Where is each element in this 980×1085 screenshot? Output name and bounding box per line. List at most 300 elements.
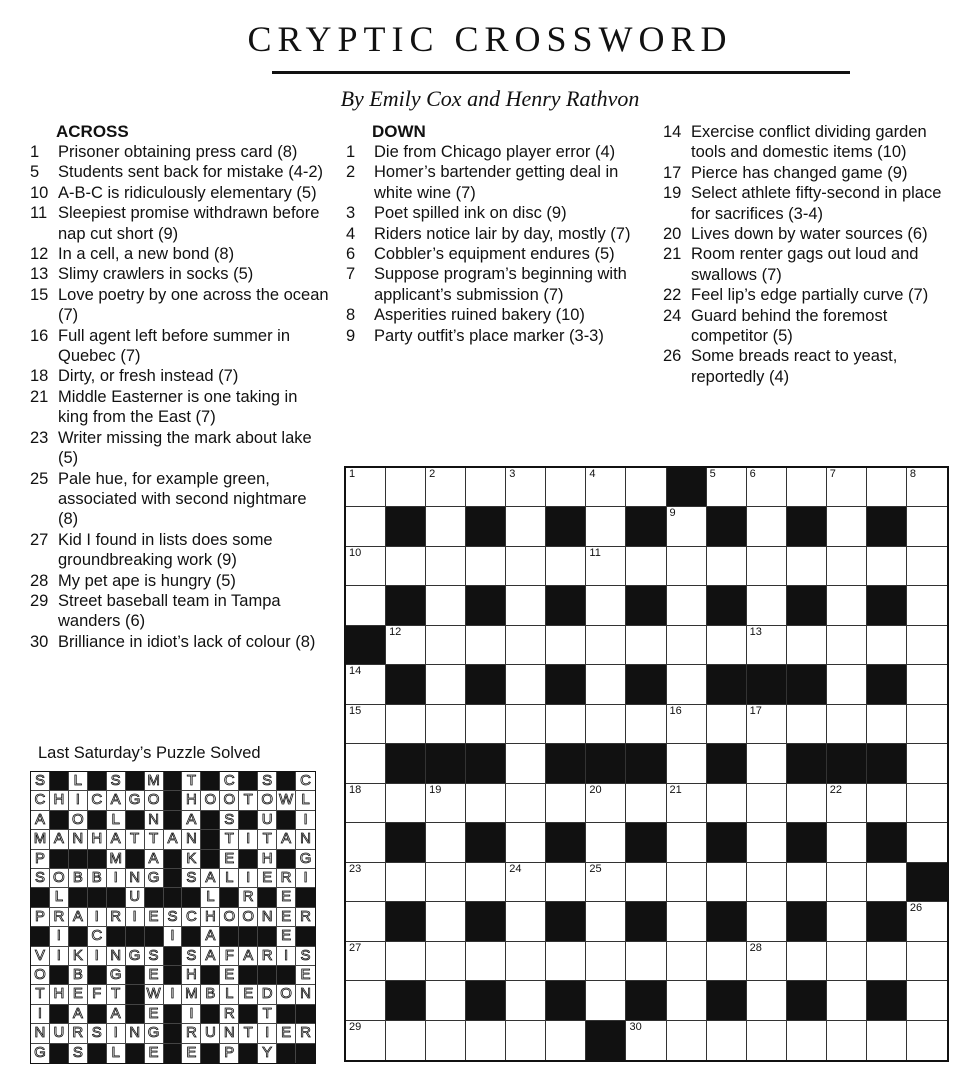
grid-cell[interactable] [747,586,787,625]
grid-cell[interactable] [907,586,947,625]
grid-cell[interactable] [506,665,546,704]
solution-letter: P [31,908,50,927]
solution-block [145,888,164,907]
solution-letter: N [126,869,145,888]
grid-cell[interactable] [907,665,947,704]
clue-text: Die from Chicago player error (4) [374,143,616,161]
grid-cell[interactable] [546,1021,586,1060]
grid-cell[interactable] [787,468,827,507]
cell-number: 19 [429,783,442,796]
grid-cell[interactable] [586,981,626,1020]
solution-block [258,966,277,985]
solution-letter: B [201,985,220,1004]
solution-block [296,927,315,946]
grid-cell[interactable] [586,784,626,823]
last-puzzle-label: Last Saturday’s Puzzle Solved [38,744,261,762]
solution-block [239,966,258,985]
grid-cell[interactable] [787,863,827,902]
clue-text: A-B-C is ridiculously elementary (5) [58,183,317,202]
clue-number: 2 [346,163,356,182]
solution-letter: L [201,888,220,907]
grid-cell[interactable] [506,902,546,941]
grid-cell[interactable] [426,586,466,625]
grid-cell[interactable] [426,1021,466,1060]
grid-cell[interactable] [707,626,747,665]
clue-number: 25 [30,469,49,488]
down-clue [346,162,646,203]
grid-block [386,665,426,704]
down-clue [346,224,646,244]
grid-cell[interactable] [426,665,466,704]
grid-cell[interactable] [586,823,626,862]
grid-cell[interactable] [907,942,947,981]
grid-cell[interactable] [827,863,867,902]
grid-cell[interactable] [346,1021,386,1060]
solution-letter: M [107,850,126,869]
grid-cell[interactable] [386,863,426,902]
solution-letter: A [239,947,258,966]
cell-number: 26 [909,902,923,915]
solution-letter: K [69,947,88,966]
grid-cell[interactable] [426,823,466,862]
grid-cell[interactable] [506,468,546,507]
solution-block [50,772,69,791]
grid-cell[interactable] [546,863,586,902]
grid-cell[interactable] [867,705,907,744]
grid-cell[interactable] [907,468,947,507]
grid-cell[interactable] [827,705,867,744]
grid-cell[interactable] [827,626,867,665]
solution-letter: A [69,908,88,927]
grid-cell[interactable] [747,942,787,981]
grid-cell[interactable] [747,507,787,546]
grid-cell[interactable] [867,1021,907,1060]
solution-letter: U [50,1024,69,1043]
grid-cell[interactable] [386,705,426,744]
solution-block [277,1044,296,1063]
solution-block [182,927,201,946]
grid-cell[interactable] [707,784,747,823]
grid-cell[interactable] [827,547,867,586]
solution-block [31,888,50,907]
grid-cell[interactable] [827,784,867,823]
solution-letter: O [50,869,69,888]
grid-cell[interactable] [546,705,586,744]
solution-letter: F [220,947,239,966]
grid-cell[interactable] [667,863,707,902]
grid-cell[interactable] [667,981,707,1020]
grid-cell[interactable] [506,744,546,783]
solution-block [31,927,50,946]
grid-cell[interactable] [426,547,466,586]
solution-letter: R [239,888,258,907]
down2-clue [663,224,963,244]
across-clue [30,469,330,530]
grid-cell[interactable] [827,507,867,546]
grid-cell[interactable] [907,784,947,823]
grid-cell[interactable] [867,468,907,507]
solution-letter: S [182,947,201,966]
grid-cell[interactable] [667,942,707,981]
grid-cell[interactable] [426,902,466,941]
solution-block [277,850,296,869]
grid-cell[interactable] [747,902,787,941]
grid-cell[interactable] [787,626,827,665]
grid-cell[interactable] [506,863,546,902]
clue-text: Party outfit’s place marker (3-3) [374,326,604,345]
grid-cell[interactable] [426,468,466,507]
grid-cell[interactable] [867,942,907,981]
grid-cell[interactable] [506,586,546,625]
solution-letter: T [145,830,164,849]
solution-letter: R [50,908,69,927]
grid-cell[interactable] [506,981,546,1020]
cell-number: 17 [749,704,762,717]
grid-cell[interactable] [907,705,947,744]
solution-letter: I [69,791,88,810]
grid-cell[interactable] [626,547,666,586]
cell-number: 3 [509,468,516,480]
solution-letter: C [88,927,107,946]
grid-cell[interactable] [546,547,586,586]
grid-block [386,981,426,1020]
grid-cell[interactable] [346,981,386,1020]
solution-letter: S [31,772,50,791]
grid-cell[interactable] [386,1021,426,1060]
solution-letter: I [164,985,183,1004]
grid-cell[interactable] [386,784,426,823]
across-clue [30,530,330,571]
grid-cell[interactable] [346,902,386,941]
grid-cell[interactable] [667,784,707,823]
grid-cell[interactable] [667,626,707,665]
grid-cell[interactable] [626,705,666,744]
grid-cell[interactable] [506,705,546,744]
grid-cell[interactable] [747,547,787,586]
grid-cell[interactable] [867,626,907,665]
across-clue [30,244,330,264]
solution-letter: S [31,869,50,888]
cell-number: 1 [349,468,356,480]
solution-block [164,850,183,869]
grid-cell[interactable] [626,784,666,823]
solution-block [201,850,220,869]
solution-letter: T [239,791,258,810]
grid-cell[interactable] [827,1021,867,1060]
solution-block [201,1005,220,1024]
grid-cell[interactable] [747,744,787,783]
grid-cell[interactable] [667,586,707,625]
grid-cell[interactable] [787,705,827,744]
grid-cell[interactable] [506,942,546,981]
solution-letter: A [164,830,183,849]
solution-letter: B [88,869,107,888]
grid-cell[interactable] [586,705,626,744]
grid-cell[interactable] [426,942,466,981]
solution-letter: U [258,811,277,830]
solution-block [239,850,258,869]
solution-letter: S [164,908,183,927]
clue-text: Full agent left before summer in Quebec (7) [58,326,291,366]
solution-block [164,966,183,985]
grid-cell[interactable] [667,1021,707,1060]
grid-cell[interactable] [386,626,426,665]
clue-text: My pet ape is hungry (5) [58,571,236,590]
clue-text: Middle Easterner is one taking in king from the East (7) [58,387,298,427]
clue-number: 3 [346,204,356,223]
solution-letter: A [201,947,220,966]
grid-cell[interactable] [787,1021,827,1060]
solution-letter: E [220,966,239,985]
solution-block [126,1005,145,1024]
grid-cell[interactable] [827,823,867,862]
clue-number: 17 [663,163,682,182]
solution-letter: L [107,1044,126,1063]
grid-cell[interactable] [586,863,626,902]
grid-cell[interactable] [586,942,626,981]
grid-cell[interactable] [466,942,506,981]
grid-cell[interactable] [907,902,947,941]
grid-cell[interactable] [546,468,586,507]
solution-letter: G [107,966,126,985]
solution-letter: B [69,869,88,888]
grid-block [867,665,907,704]
solution-block [88,772,107,791]
solution-block [277,966,296,985]
down-clues [346,122,646,346]
solution-block [296,1005,315,1024]
grid-cell[interactable] [626,1021,666,1060]
down-clue [346,326,646,346]
solution-letter: R [277,869,296,888]
grid-cell[interactable] [707,547,747,586]
solution-letter: I [182,1005,201,1024]
grid-block [546,823,586,862]
grid-cell[interactable] [586,547,626,586]
solution-letter: S [145,947,164,966]
solution-block [88,888,107,907]
solution-letter: T [220,830,239,849]
grid-cell[interactable] [747,468,787,507]
grid-cell[interactable] [787,942,827,981]
solution-letter: E [145,908,164,927]
grid-cell[interactable] [466,547,506,586]
solution-letter: A [50,830,69,849]
grid-cell[interactable] [747,626,787,665]
down2-clue [663,122,963,163]
solution-letter: E [220,850,239,869]
grid-cell[interactable] [586,626,626,665]
grid-cell[interactable] [546,942,586,981]
solution-block [50,1005,69,1024]
grid-cell[interactable] [506,626,546,665]
solution-block [201,1044,220,1063]
grid-cell[interactable] [546,784,586,823]
solution-letter: R [258,947,277,966]
solution-block [239,772,258,791]
cell-number: 8 [909,468,917,480]
grid-cell[interactable] [867,784,907,823]
grid-cell[interactable] [386,547,426,586]
grid-cell[interactable] [667,705,707,744]
grid-cell[interactable] [626,468,666,507]
grid-cell[interactable] [827,902,867,941]
grid-cell[interactable] [426,784,466,823]
solution-block [69,927,88,946]
solution-letter: R [182,1024,201,1043]
grid-cell[interactable] [346,547,386,586]
cell-number: 16 [669,704,682,717]
grid-cell[interactable] [386,942,426,981]
grid-cell[interactable] [867,547,907,586]
clue-text: Kid I found in lists does some groundbreaking work (9) [58,530,273,570]
solution-letter: T [258,830,277,849]
grid-cell[interactable] [707,863,747,902]
grid-cell[interactable] [787,784,827,823]
grid-block [386,902,426,941]
grid-block [667,468,707,507]
down-clue [346,203,646,223]
cell-number: 12 [389,625,402,638]
grid-cell[interactable] [827,942,867,981]
grid-cell[interactable] [626,942,666,981]
grid-cell[interactable] [626,626,666,665]
clue-number: 21 [663,245,682,264]
grid-cell[interactable] [827,665,867,704]
grid-cell[interactable] [626,863,666,902]
grid-cell[interactable] [506,507,546,546]
grid-cell[interactable] [667,902,707,941]
cell-number: 9 [669,507,676,520]
grid-cell[interactable] [346,744,386,783]
solution-letter: V [31,947,50,966]
grid-cell[interactable] [747,981,787,1020]
solution-letter: A [145,850,164,869]
solution-letter: A [201,927,220,946]
grid-cell[interactable] [667,547,707,586]
grid-cell[interactable] [907,981,947,1020]
grid-cell[interactable] [707,942,747,981]
grid-cell[interactable] [787,547,827,586]
grid-cell[interactable] [907,823,947,862]
cell-number: 14 [349,665,362,678]
grid-cell[interactable] [346,705,386,744]
grid-cell[interactable] [747,863,787,902]
grid-cell[interactable] [506,784,546,823]
grid-cell[interactable] [386,468,426,507]
grid-cell[interactable] [707,468,747,507]
cell-number: 4 [589,468,596,480]
grid-cell[interactable] [346,784,386,823]
grid-cell[interactable] [426,626,466,665]
clue-text: Slimy crawlers in socks (5) [58,265,254,284]
solution-block [88,966,107,985]
grid-cell[interactable] [747,705,787,744]
across-clue [30,264,330,284]
grid-cell[interactable] [426,863,466,902]
solution-letter: E [182,1044,201,1063]
grid-cell[interactable] [707,705,747,744]
solution-letter: A [107,830,126,849]
grid-cell[interactable] [346,823,386,862]
cell-number: 20 [589,783,602,796]
grid-cell[interactable] [907,507,947,546]
grid-cell[interactable] [586,902,626,941]
clue-number: 9 [346,326,356,345]
clue-text: Writer missing the mark about lake (5) [58,428,312,468]
grid-cell[interactable] [506,1021,546,1060]
solution-block [164,888,183,907]
grid-cell[interactable] [667,507,707,546]
solution-letter: O [239,908,258,927]
clue-number: 26 [663,347,682,366]
grid-cell[interactable] [907,1021,947,1060]
grid-cell[interactable] [907,547,947,586]
grid-cell[interactable] [346,586,386,625]
grid-cell[interactable] [586,507,626,546]
grid-block [787,507,827,546]
grid-cell[interactable] [907,626,947,665]
grid-cell[interactable] [546,626,586,665]
grid-cell[interactable] [466,863,506,902]
grid-cell[interactable] [827,468,867,507]
grid-cell[interactable] [506,547,546,586]
grid-cell[interactable] [667,665,707,704]
clue-number: 12 [30,245,49,264]
grid-cell[interactable] [747,1021,787,1060]
grid-cell[interactable] [827,586,867,625]
down-clue [346,264,646,305]
grid-cell[interactable] [426,705,466,744]
grid-cell[interactable] [907,744,947,783]
solution-letter: I [258,1024,277,1043]
grid-cell[interactable] [747,784,787,823]
grid-cell[interactable] [506,823,546,862]
solution-letter: A [277,830,296,849]
across-clue [30,326,330,367]
solution-letter: O [258,791,277,810]
solution-block [164,947,183,966]
grid-cell[interactable] [346,468,386,507]
grid-cell[interactable] [466,784,506,823]
grid-cell[interactable] [586,586,626,625]
grid-cell[interactable] [346,863,386,902]
grid-cell[interactable] [426,507,466,546]
grid-cell[interactable] [346,665,386,704]
grid-cell[interactable] [707,1021,747,1060]
grid-cell[interactable] [466,705,506,744]
solution-block [239,811,258,830]
grid-cell[interactable] [586,468,626,507]
solution-letter: M [145,772,164,791]
grid-cell[interactable] [346,942,386,981]
solution-letter: G [126,791,145,810]
grid-cell[interactable] [466,626,506,665]
grid-cell[interactable] [667,823,707,862]
grid-cell[interactable] [867,863,907,902]
grid-cell[interactable] [747,823,787,862]
grid-block [466,665,506,704]
solution-letter: E [239,985,258,1004]
grid-cell[interactable] [466,1021,506,1060]
grid-cell[interactable] [667,744,707,783]
title-rule [272,71,850,74]
grid-cell[interactable] [466,468,506,507]
grid-cell[interactable] [346,507,386,546]
grid-cell[interactable] [426,981,466,1020]
grid-cell[interactable] [827,981,867,1020]
grid-cell[interactable] [586,665,626,704]
